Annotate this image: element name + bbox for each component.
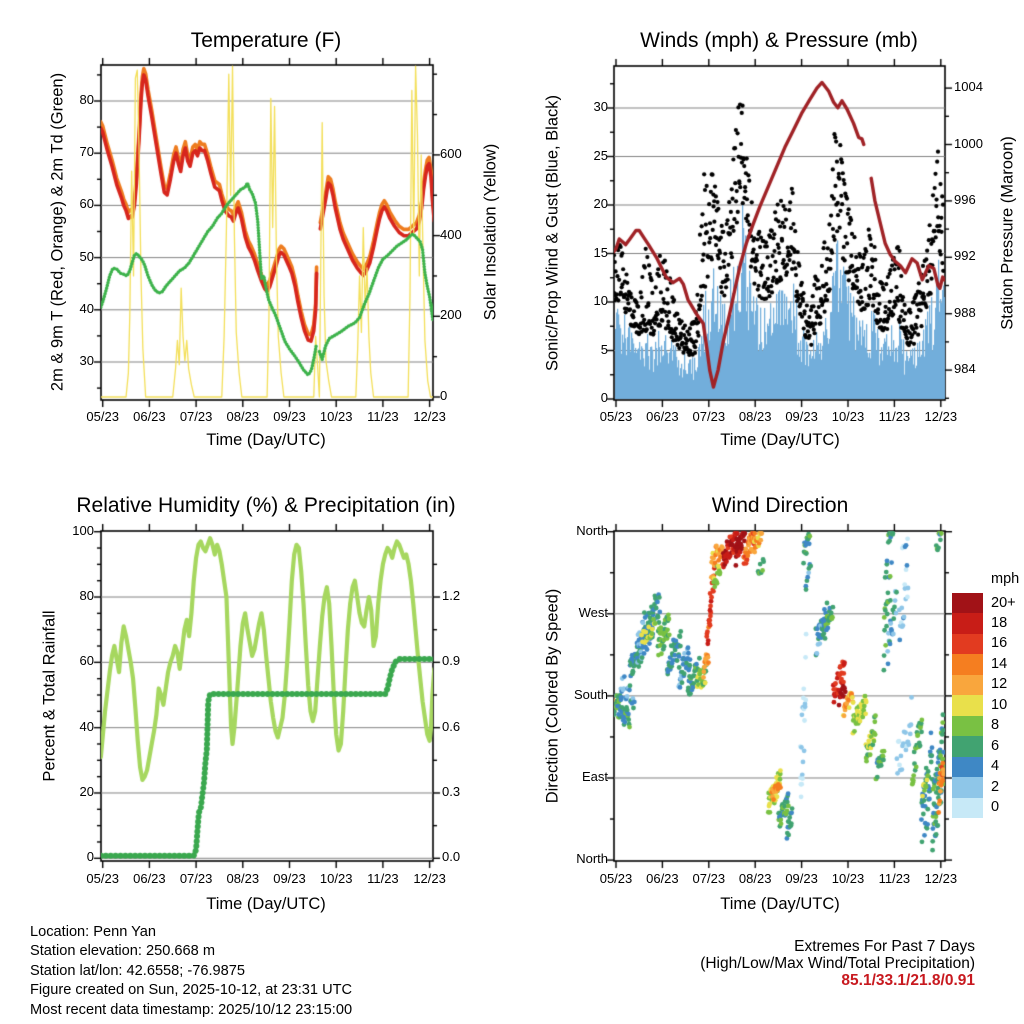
colorbar-swatch-6 bbox=[952, 736, 983, 756]
colorbar-swatch-8 bbox=[952, 716, 983, 736]
y-tick-label: 600 bbox=[440, 145, 462, 161]
y-tick-label: 10 bbox=[593, 293, 608, 308]
xaxis-title-direction: Time (Day/UTC) bbox=[720, 895, 840, 913]
panel-title-humidity-precip: Relative Humidity (%) & Precipitation (in) bbox=[76, 494, 456, 517]
extremes-legend: (High/Low/Max Wind/Total Precipitation) bbox=[700, 955, 975, 973]
direction-tick-label: South bbox=[574, 686, 608, 702]
x-tick-label: 10/23 bbox=[831, 409, 865, 424]
y-tick-label: 0 bbox=[440, 388, 448, 403]
y-tick-label: 200 bbox=[440, 307, 462, 323]
x-tick-label: 10/23 bbox=[319, 871, 353, 886]
x-tick-label: 08/23 bbox=[738, 409, 772, 424]
x-tick-label: 12/23 bbox=[413, 871, 446, 886]
extremes-values: 85.1/33.1/21.8/0.91 bbox=[841, 972, 975, 990]
colorbar-label: 12 bbox=[991, 676, 1008, 693]
y-tick-label: 992 bbox=[954, 248, 976, 264]
figure-created: Figure created on Sun, 2025-10-12, at 23:31 UTC bbox=[30, 982, 353, 999]
colorbar-swatch-2 bbox=[952, 777, 983, 797]
y-tick-label: 80 bbox=[79, 588, 94, 604]
y-tick-label: 50 bbox=[79, 248, 94, 264]
x-tick-label: 06/23 bbox=[646, 409, 679, 424]
x-tick-label: 06/23 bbox=[646, 871, 679, 886]
y-tick-label: 70 bbox=[79, 144, 94, 160]
yaxis-title-direction-left: Direction (Colored By Speed) bbox=[543, 588, 562, 804]
y-tick-label: 40 bbox=[79, 718, 94, 734]
y-tick-label: 0 bbox=[86, 849, 94, 865]
y-tick-label: 0.0 bbox=[442, 849, 461, 865]
x-tick-label: 07/23 bbox=[179, 409, 213, 424]
colorbar-title: mph bbox=[991, 571, 1020, 587]
x-tick-label: 09/23 bbox=[785, 871, 818, 886]
y-tick-label: 1.2 bbox=[442, 588, 461, 604]
y-tick-label: 1004 bbox=[954, 79, 983, 95]
yaxis-title-wind-left: Sonic/Prop Wind & Gust (Blue, Black) bbox=[543, 94, 562, 372]
x-tick-label: 11/23 bbox=[878, 409, 911, 424]
wind-speed-colorbar bbox=[952, 593, 983, 818]
xaxis-title-humidity: Time (Day/UTC) bbox=[206, 895, 326, 913]
x-tick-label: 11/23 bbox=[878, 871, 911, 886]
station-elevation: Station elevation: 250.668 m bbox=[30, 943, 215, 960]
x-tick-label: 05/23 bbox=[86, 409, 119, 424]
x-tick-label: 05/23 bbox=[86, 871, 119, 886]
extremes-title: Extremes For Past 7 Days bbox=[794, 938, 975, 955]
y-tick-label: 25 bbox=[593, 147, 608, 163]
y-tick-label: 15 bbox=[593, 244, 608, 260]
x-tick-label: 07/23 bbox=[692, 871, 726, 886]
colorbar-swatch-12 bbox=[952, 675, 983, 695]
colorbar-swatch-0 bbox=[952, 798, 983, 818]
y-tick-label: 988 bbox=[954, 304, 976, 320]
colorbar-label: 10 bbox=[991, 696, 1008, 713]
y-tick-label: 40 bbox=[79, 300, 94, 316]
y-tick-label: 100 bbox=[72, 522, 94, 538]
y-tick-label: 0.9 bbox=[442, 653, 461, 669]
y-tick-label: 984 bbox=[954, 361, 976, 377]
x-tick-label: 09/23 bbox=[273, 409, 306, 424]
colorbar-swatch-18 bbox=[952, 613, 983, 633]
y-tick-label: 0.3 bbox=[442, 783, 461, 799]
yaxis-title-temp-left: 2m & 9m T (Red, Orange) & 2m Td (Green) bbox=[48, 72, 67, 392]
x-tick-label: 12/23 bbox=[924, 409, 958, 424]
data-timestamp: Most recent data timestamp: 2025/10/12 23:15:00 bbox=[30, 1001, 353, 1018]
colorbar-label: 18 bbox=[991, 614, 1008, 631]
x-tick-label: 05/23 bbox=[599, 409, 633, 424]
panel-title-winds-pressure: Winds (mph) & Pressure (mb) bbox=[640, 29, 918, 52]
colorbar-label: 8 bbox=[991, 717, 1000, 734]
x-tick-label: 10/23 bbox=[319, 409, 353, 424]
x-tick-label: 08/23 bbox=[226, 409, 260, 424]
yaxis-title-percent-left: Percent & Total Rainfall bbox=[40, 610, 59, 782]
x-tick-label: 11/23 bbox=[367, 871, 399, 886]
colorbar-swatch-16 bbox=[952, 634, 983, 654]
direction-tick-label: West bbox=[578, 604, 608, 620]
direction-tick-label: North bbox=[576, 522, 608, 538]
station-info-block bbox=[30, 923, 352, 1020]
panel-title-temperature: Temperature (F) bbox=[190, 29, 342, 52]
colorbar-swatch-4 bbox=[952, 757, 983, 777]
xaxis-title-winds: Time (Day/UTC) bbox=[720, 431, 840, 449]
station-latlon: Station lat/lon: 42.6558; -76.9875 bbox=[30, 962, 246, 979]
x-tick-label: 10/23 bbox=[831, 871, 865, 886]
y-tick-label: 400 bbox=[440, 226, 462, 242]
colorbar-label: 14 bbox=[991, 655, 1008, 672]
colorbar-label: 16 bbox=[991, 635, 1008, 652]
x-tick-label: 11/23 bbox=[367, 409, 399, 424]
x-tick-label: 08/23 bbox=[226, 871, 260, 886]
x-tick-label: 12/23 bbox=[413, 409, 446, 424]
station-location: Location: Penn Yan bbox=[30, 924, 157, 940]
y-tick-label: 30 bbox=[593, 99, 608, 114]
colorbar-label: 6 bbox=[991, 737, 1000, 754]
y-tick-label: 0 bbox=[600, 390, 608, 405]
colorbar-label: 0 bbox=[991, 799, 1000, 816]
y-tick-label: 60 bbox=[79, 653, 94, 669]
panel-title-wind-direction: Wind Direction bbox=[711, 494, 849, 517]
x-tick-label: 05/23 bbox=[599, 871, 633, 886]
x-tick-label: 12/23 bbox=[924, 871, 958, 886]
extremes-block bbox=[700, 938, 975, 989]
x-tick-label: 09/23 bbox=[785, 409, 818, 424]
xaxis-title-temperature: Time (Day/UTC) bbox=[206, 431, 326, 449]
y-tick-label: 30 bbox=[79, 353, 94, 368]
colorbar-label: 4 bbox=[991, 758, 1000, 775]
x-tick-label: 08/23 bbox=[738, 871, 772, 886]
y-tick-label: 80 bbox=[79, 92, 94, 107]
x-tick-label: 06/23 bbox=[133, 871, 166, 886]
colorbar-swatch-14 bbox=[952, 654, 983, 674]
y-tick-label: 5 bbox=[600, 341, 608, 357]
y-tick-label: 0.6 bbox=[442, 718, 461, 734]
colorbar-swatch-20+ bbox=[952, 593, 983, 613]
x-tick-label: 07/23 bbox=[179, 871, 213, 886]
y-tick-label: 20 bbox=[593, 196, 608, 211]
y-tick-label: 20 bbox=[79, 783, 94, 799]
colorbar-label: 2 bbox=[991, 778, 1000, 795]
yaxis-title-solar-right: Solar Insolation (Yellow) bbox=[481, 143, 500, 321]
colorbar-label: 20+ bbox=[991, 594, 1016, 611]
y-tick-label: 1000 bbox=[954, 135, 983, 151]
x-tick-label: 06/23 bbox=[133, 409, 166, 424]
x-tick-label: 07/23 bbox=[692, 409, 726, 424]
direction-tick-label: East bbox=[581, 768, 608, 784]
y-tick-label: 60 bbox=[79, 196, 94, 212]
colorbar-swatch-10 bbox=[952, 695, 983, 715]
yaxis-title-pressure-right: Station Pressure (Maroon) bbox=[998, 136, 1017, 330]
direction-tick-label: North bbox=[576, 851, 608, 867]
x-tick-label: 09/23 bbox=[273, 871, 306, 886]
y-tick-label: 996 bbox=[954, 191, 976, 207]
